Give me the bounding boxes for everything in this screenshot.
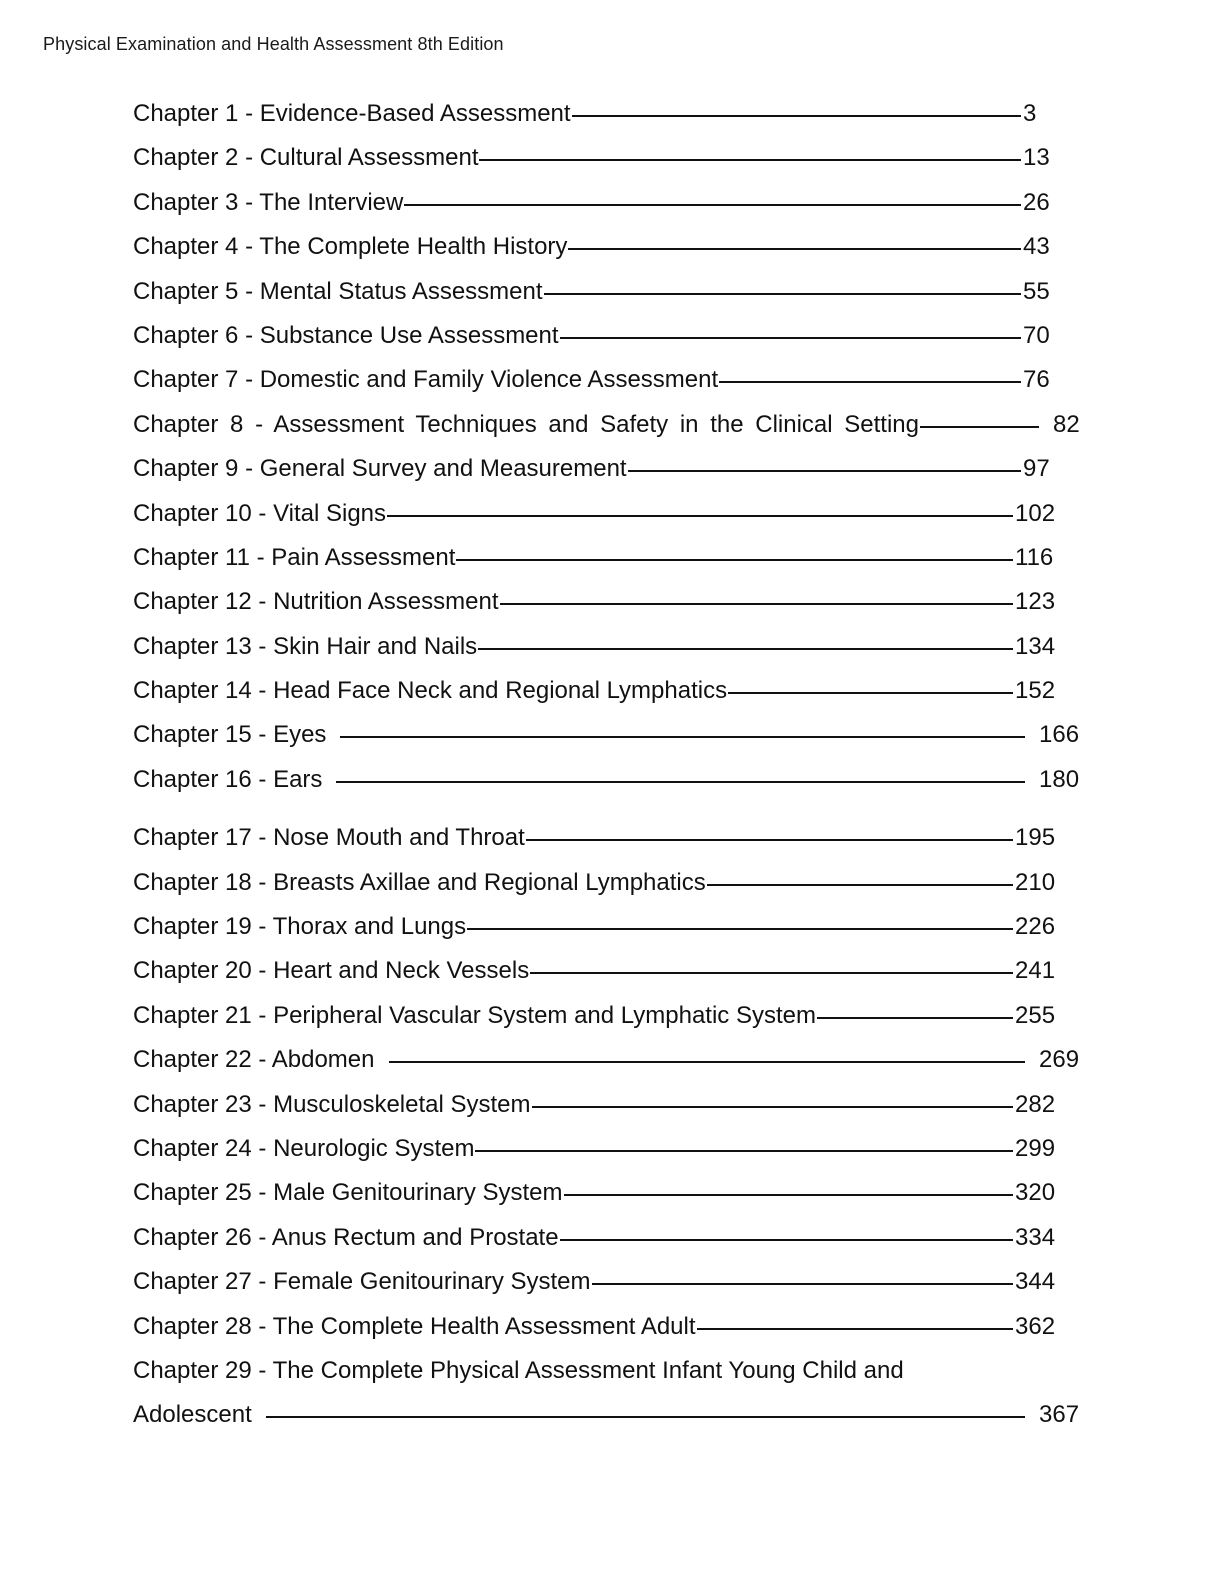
toc-entry-title: Chapter 15 - Eyes xyxy=(133,721,327,749)
toc-entry-chapter-29-line-1[interactable] xyxy=(133,1349,1083,1393)
toc-entry-title: Chapter 19 - Thorax and Lungs xyxy=(133,913,467,941)
dot-leader xyxy=(340,736,1025,738)
dot-leader xyxy=(336,781,1025,783)
toc-entry-page: 82 xyxy=(1053,410,1080,438)
dot-leader xyxy=(526,839,1013,841)
toc-entry-chapter-22[interactable] xyxy=(133,1038,1083,1082)
dot-leader xyxy=(475,1150,1013,1152)
dot-leader xyxy=(479,159,1021,161)
toc-entry-title: Chapter 10 - Vital Signs xyxy=(133,499,387,527)
toc-entry-chapter-4[interactable] xyxy=(133,225,1083,269)
toc-entry-chapter-23[interactable] xyxy=(133,1083,1083,1127)
toc-entry-chapter-10[interactable] xyxy=(133,492,1083,536)
toc-entry-chapter-18[interactable] xyxy=(133,861,1083,905)
toc-entry-chapter-16[interactable] xyxy=(133,758,1083,802)
toc-entry-title: Chapter 29 - The Complete Physical Assessment Infant Young Child and xyxy=(133,1356,904,1384)
toc-entry-page: 226 xyxy=(1015,913,1056,941)
toc-entry-title: Chapter 13 - Skin Hair and Nails xyxy=(133,632,478,660)
toc-entry-chapter-24[interactable] xyxy=(133,1127,1083,1171)
dot-leader xyxy=(719,381,1021,383)
dot-leader xyxy=(532,1106,1014,1108)
toc-entry-page: 102 xyxy=(1015,499,1056,527)
dot-leader xyxy=(707,884,1013,886)
toc-entry-chapter-2[interactable] xyxy=(133,136,1083,180)
toc-entry-title: Chapter 12 - Nutrition Assessment xyxy=(133,588,499,616)
toc-entry-page: 123 xyxy=(1015,588,1056,616)
toc-entry-page: 269 xyxy=(1039,1046,1080,1074)
toc-entry-chapter-13[interactable] xyxy=(133,625,1083,669)
toc-entry-page: 43 xyxy=(1023,233,1050,261)
dot-leader xyxy=(404,204,1021,206)
toc-entry-page: 344 xyxy=(1015,1268,1056,1296)
document-header: Physical Examination and Health Assessment 8th Edition xyxy=(43,34,504,54)
toc-entry-chapter-1[interactable] xyxy=(133,92,1083,136)
toc-entry-page: 152 xyxy=(1015,677,1056,705)
toc-entry-page: 166 xyxy=(1039,721,1080,749)
dot-leader xyxy=(500,603,1014,605)
toc-entry-title: Chapter 27 - Female Genitourinary System xyxy=(133,1268,591,1296)
dot-leader xyxy=(592,1283,1013,1285)
toc-entry-title: Chapter 16 - Ears xyxy=(133,765,323,793)
toc-entry-title: Chapter 2 - Cultural Assessment xyxy=(133,144,479,172)
toc-entry-page: 13 xyxy=(1023,144,1050,172)
toc-entry-page: 282 xyxy=(1015,1090,1056,1118)
toc-entry-page: 26 xyxy=(1023,188,1050,216)
toc-entry-chapter-15[interactable] xyxy=(133,713,1083,757)
toc-entry-title: Chapter 14 - Head Face Neck and Regional Lymphatics xyxy=(133,677,728,705)
toc-entry-title: Chapter 22 - Abdomen xyxy=(133,1046,375,1074)
dot-leader xyxy=(478,648,1013,650)
toc-entry-title: Chapter 17 - Nose Mouth and Throat xyxy=(133,824,525,852)
toc-entry-chapter-8[interactable] xyxy=(133,403,1083,447)
toc-entry-title: Chapter 18 - Breasts Axillae and Regional Lymphatics xyxy=(133,868,706,896)
toc-entry-page: 210 xyxy=(1015,868,1056,896)
dot-leader xyxy=(456,559,1013,561)
toc-entry-title: Chapter 4 - The Complete Health History xyxy=(133,233,568,261)
dot-leader xyxy=(572,115,1021,117)
toc-entry-title: Chapter 5 - Mental Status Assessment xyxy=(133,277,543,305)
toc-entry-title: Chapter 3 - The Interview xyxy=(133,188,404,216)
toc-entry-page: 255 xyxy=(1015,1001,1056,1029)
toc-entry-chapter-5[interactable] xyxy=(133,270,1083,314)
toc-entry-page: 241 xyxy=(1015,957,1056,985)
dot-leader xyxy=(389,1061,1026,1063)
toc-entry-page: 76 xyxy=(1023,366,1050,394)
toc-entry-title: Chapter 23 - Musculoskeletal System xyxy=(133,1090,531,1118)
table-of-contents xyxy=(133,92,1083,1438)
toc-entry-title: Chapter 1 - Evidence-Based Assessment xyxy=(133,100,571,127)
dot-leader xyxy=(817,1017,1013,1019)
dot-leader xyxy=(560,1239,1013,1241)
toc-entry-title: Chapter 7 - Domestic and Family Violence Assessment xyxy=(133,366,719,394)
toc-entry-page: 3 xyxy=(1023,100,1037,127)
toc-entry-title: Chapter 26 - Anus Rectum and Prostate xyxy=(133,1223,559,1251)
dot-leader xyxy=(544,293,1021,295)
toc-entry-page: 116 xyxy=(1015,543,1054,571)
toc-entry-title: Chapter 25 - Male Genitourinary System xyxy=(133,1179,563,1207)
toc-entry-page: 195 xyxy=(1015,824,1056,852)
toc-entry-chapter-29-line-2[interactable] xyxy=(133,1393,1083,1437)
toc-entry-title: Chapter 21 - Peripheral Vascular System and Lymphatic System xyxy=(133,1001,816,1029)
toc-entry-title-continued: Adolescent xyxy=(133,1401,252,1429)
dot-leader xyxy=(387,515,1013,517)
toc-entry-page: 362 xyxy=(1015,1312,1056,1340)
toc-entry-page: 97 xyxy=(1023,455,1050,483)
toc-entry-title: Chapter 11 - Pain Assessment xyxy=(133,543,456,571)
toc-entry-page: 70 xyxy=(1023,321,1050,349)
toc-entry-page: 299 xyxy=(1015,1134,1056,1162)
toc-entry-chapter-21[interactable] xyxy=(133,994,1083,1038)
toc-entry-chapter-27[interactable] xyxy=(133,1260,1083,1304)
dot-leader xyxy=(530,972,1013,974)
toc-entry-title: Chapter 28 - The Complete Health Assessment Adult xyxy=(133,1312,696,1340)
toc-entry-title: Chapter 6 - Substance Use Assessment xyxy=(133,321,559,349)
dot-leader xyxy=(697,1328,1013,1330)
dot-leader xyxy=(266,1416,1025,1418)
toc-entry-chapter-12[interactable] xyxy=(133,580,1083,624)
dot-leader xyxy=(568,248,1021,250)
toc-entry-chapter-19[interactable] xyxy=(133,905,1083,949)
toc-entry-chapter-7[interactable] xyxy=(133,358,1083,402)
toc-entry-chapter-26[interactable] xyxy=(133,1216,1083,1260)
toc-entry-page: 320 xyxy=(1015,1179,1056,1207)
dot-leader xyxy=(728,692,1013,694)
toc-entry-title: Chapter 24 - Neurologic System xyxy=(133,1134,475,1162)
toc-entry-page: 367 xyxy=(1039,1401,1080,1429)
dot-leader xyxy=(920,426,1039,428)
toc-entry-title: Chapter 8 - Assessment Techniques and Safety in the Clinical Setting xyxy=(133,410,919,438)
toc-entry-chapter-3[interactable] xyxy=(133,181,1083,225)
dot-leader xyxy=(467,928,1013,930)
toc-entry-page: 134 xyxy=(1015,632,1056,660)
dot-leader xyxy=(564,1194,1013,1196)
dot-leader xyxy=(628,470,1021,472)
toc-entry-chapter-9[interactable] xyxy=(133,447,1083,491)
toc-entry-page: 334 xyxy=(1015,1223,1056,1251)
toc-entry-chapter-28[interactable] xyxy=(133,1305,1083,1349)
dot-leader xyxy=(560,337,1021,339)
toc-entry-title: Chapter 9 - General Survey and Measurement xyxy=(133,455,627,483)
toc-entry-chapter-20[interactable] xyxy=(133,949,1083,993)
toc-entry-page: 55 xyxy=(1023,277,1050,305)
toc-entry-chapter-17[interactable] xyxy=(133,816,1083,860)
toc-entry-chapter-6[interactable] xyxy=(133,314,1083,358)
toc-entry-chapter-25[interactable] xyxy=(133,1171,1083,1215)
toc-entry-chapter-11[interactable] xyxy=(133,536,1083,580)
toc-entry-page: 180 xyxy=(1039,765,1080,793)
toc-entry-chapter-14[interactable] xyxy=(133,669,1083,713)
toc-entry-title: Chapter 20 - Heart and Neck Vessels xyxy=(133,957,530,985)
